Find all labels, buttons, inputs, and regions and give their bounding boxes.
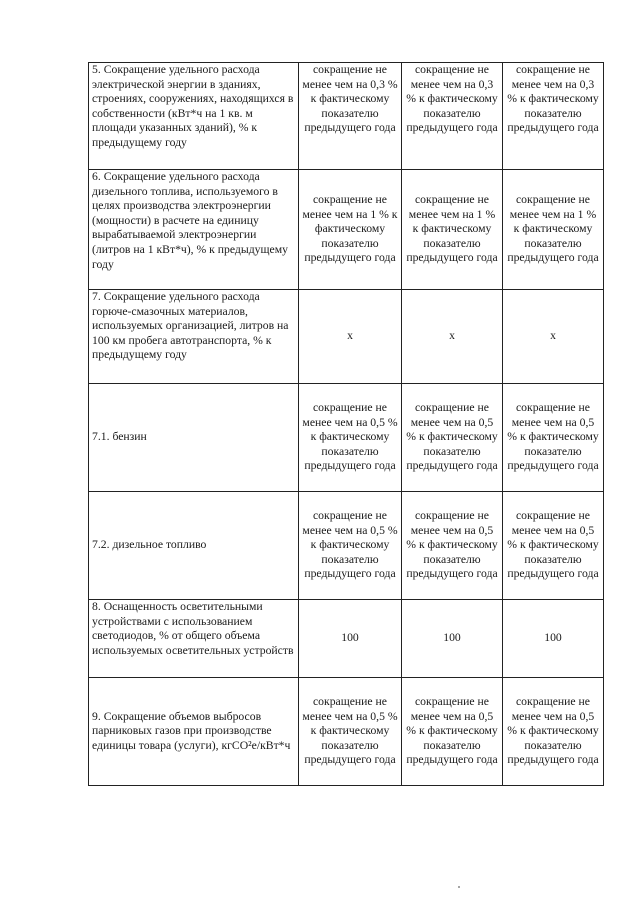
indicator-label: 6. Сокращение удельного расхода дизельного топлива, используемого в целях производства электроэнергии (мощности) в расчете на единицу вырабатываемой электроэнергии (литров на 1 кВт*ч), % к предыдущему году — [89, 170, 299, 290]
value-cell: сокращение не менее чем на 0,3 % к фактическому показателю предыдущего года — [402, 63, 503, 170]
value-cell: сокращение не менее чем на 0,5 % к фактическому показателю предыдущего года — [402, 678, 503, 786]
table-row — [89, 492, 604, 600]
value-cell: сокращение не менее чем на 1 % к фактическому показателю предыдущего года — [299, 170, 402, 290]
table-row — [89, 384, 604, 492]
value-cell: x — [503, 290, 604, 384]
value-cell: сокращение не менее чем на 0,3 % к фактическому показателю предыдущего года — [503, 63, 604, 170]
value-cell: 100 — [402, 600, 503, 678]
indicator-label: 7.2. дизельное топливо — [89, 492, 299, 600]
indicator-label: 7.1. бензин — [89, 384, 299, 492]
table-row — [89, 290, 604, 384]
value-cell: сокращение не менее чем на 0,5 % к фактическому показателю предыдущего года — [402, 492, 503, 600]
value-cell: сокращение не менее чем на 0,5 % к фактическому показателю предыдущего года — [299, 384, 402, 492]
value-cell: 100 — [503, 600, 604, 678]
indicator-label: 7. Сокращение удельного расхода горюче-смазочных материалов, используемых организацией, литров на 100 км пробега автотранспорта, % к предыдущему году — [89, 290, 299, 384]
table-row — [89, 63, 604, 170]
value-cell: сокращение не менее чем на 0,5 % к фактическому показателю предыдущего года — [299, 492, 402, 600]
value-cell: сокращение не менее чем на 1 % к фактическому показателю предыдущего года — [402, 170, 503, 290]
value-cell: сокращение не менее чем на 0,5 % к фактическому показателю предыдущего года — [402, 384, 503, 492]
value-cell: сокращение не менее чем на 0,3 % к фактическому показателю предыдущего года — [299, 63, 402, 170]
table-row — [89, 600, 604, 678]
table-row — [89, 678, 604, 786]
value-cell: x — [402, 290, 503, 384]
value-cell: x — [299, 290, 402, 384]
indicator-label: 9. Сокращение объемов выбросов парниковых газов при производстве единицы товара (услуги), кгCO²e/кВт*ч — [89, 678, 299, 786]
indicator-label: 8. Оснащенность осветительными устройствами с использованием светодиодов, % от общего объема используемых осветительных устройств — [89, 600, 299, 678]
indicators-table — [88, 62, 604, 786]
scan-speck — [458, 886, 460, 888]
value-cell: сокращение не менее чем на 0,5 % к фактическому показателю предыдущего года — [299, 678, 402, 786]
value-cell: сокращение не менее чем на 0,5 % к фактическому показателю предыдущего года — [503, 384, 604, 492]
value-cell: сокращение не менее чем на 0,5 % к фактическому показателю предыдущего года — [503, 678, 604, 786]
table-row — [89, 170, 604, 290]
indicator-label: 5. Сокращение удельного расхода электрической энергии в зданиях, строениях, сооружениях, находящихся в собственности (кВт*ч на 1 кв. м площади указанных зданий), % к предыдущему году — [89, 63, 299, 170]
value-cell: 100 — [299, 600, 402, 678]
value-cell: сокращение не менее чем на 1 % к фактическому показателю предыдущего года — [503, 170, 604, 290]
value-cell: сокращение не менее чем на 0,5 % к фактическому показателю предыдущего года — [503, 492, 604, 600]
